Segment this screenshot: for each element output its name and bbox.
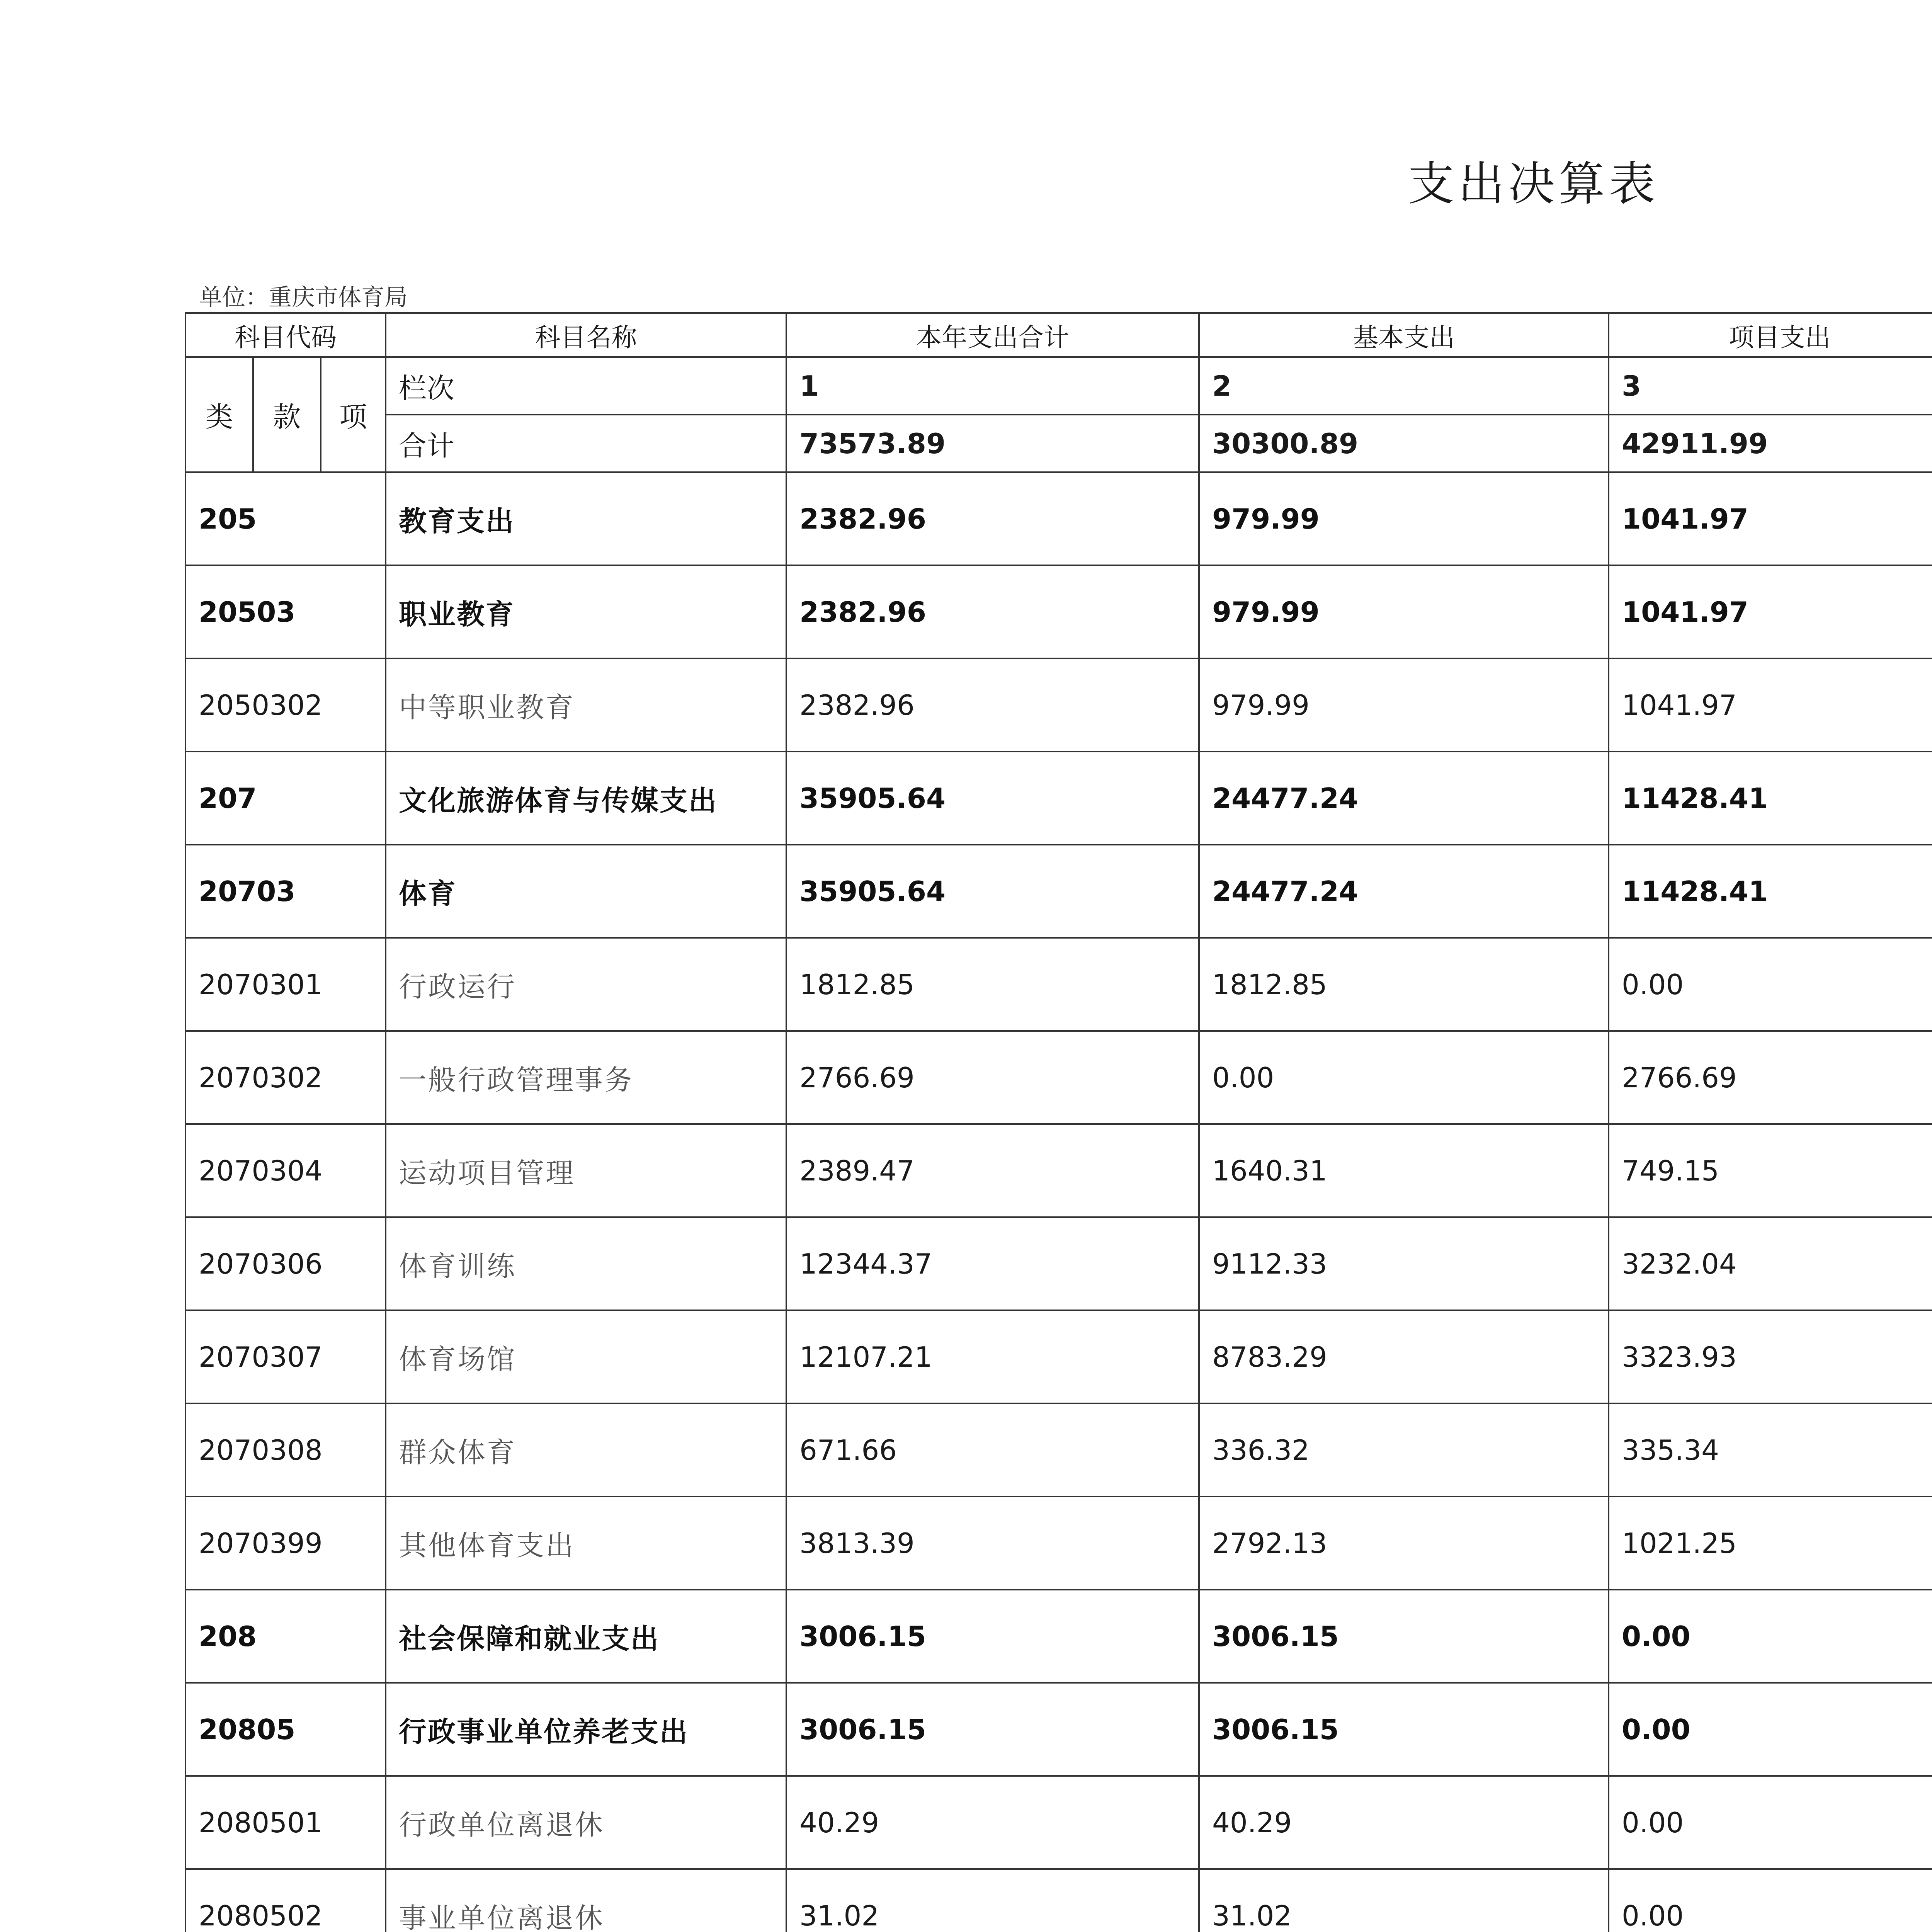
amount-cell: 2792.13 bbox=[1199, 1497, 1609, 1590]
table-row bbox=[185, 565, 1932, 658]
total-value: 42911.99 bbox=[1609, 415, 1932, 472]
column-index-row bbox=[185, 357, 1932, 415]
amount-cell: 2766.69 bbox=[1609, 1031, 1932, 1124]
page-title: 支出决算表 bbox=[1408, 157, 1659, 211]
subject-code: 20703 bbox=[185, 845, 386, 938]
column-index-2: 2 bbox=[1199, 357, 1609, 415]
subject-code: 2070307 bbox=[185, 1310, 386, 1403]
subject-code: 205 bbox=[185, 472, 386, 565]
amount-cell: 1021.25 bbox=[1609, 1497, 1932, 1590]
amount-cell: 2382.96 bbox=[786, 472, 1199, 565]
total-label: 合计 bbox=[386, 415, 786, 472]
amount-cell: 3006.15 bbox=[1199, 1590, 1609, 1683]
amount-cell: 3813.39 bbox=[786, 1497, 1199, 1590]
table-row bbox=[185, 472, 1932, 565]
reporting-unit: 单位：重庆市体育局 bbox=[199, 284, 408, 311]
column-index-3: 3 bbox=[1609, 357, 1932, 415]
table-row bbox=[185, 1497, 1932, 1590]
table-row bbox=[185, 658, 1932, 752]
amount-cell: 2382.96 bbox=[786, 565, 1199, 658]
amount-cell: 1041.97 bbox=[1609, 658, 1932, 752]
subject-name: 职业教育 bbox=[386, 565, 786, 658]
subject-code: 2080502 bbox=[185, 1869, 386, 1932]
subject-code: 2050302 bbox=[185, 658, 386, 752]
table-row bbox=[185, 1403, 1932, 1497]
amount-cell: 1640.31 bbox=[1199, 1124, 1609, 1217]
subject-code: 2070399 bbox=[185, 1497, 386, 1590]
table-row bbox=[185, 752, 1932, 845]
expenditure-table bbox=[185, 312, 1932, 1932]
amount-cell: 35905.64 bbox=[786, 845, 1199, 938]
subject-name: 体育训练 bbox=[386, 1217, 786, 1310]
amount-cell: 0.00 bbox=[1199, 1031, 1609, 1124]
amount-cell: 3232.04 bbox=[1609, 1217, 1932, 1310]
header-project: 项目支出 bbox=[1609, 313, 1932, 357]
amount-cell: 979.99 bbox=[1199, 565, 1609, 658]
amount-cell: 2382.96 bbox=[786, 658, 1199, 752]
subject-code: 20503 bbox=[185, 565, 386, 658]
amount-cell: 979.99 bbox=[1199, 658, 1609, 752]
amount-cell: 40.29 bbox=[1199, 1776, 1609, 1869]
column-index-1: 1 bbox=[786, 357, 1199, 415]
header-lei: 类 bbox=[185, 357, 253, 472]
header-basic: 基本支出 bbox=[1199, 313, 1609, 357]
amount-cell: 336.32 bbox=[1199, 1403, 1609, 1497]
subject-name: 体育 bbox=[386, 845, 786, 938]
amount-cell: 0.00 bbox=[1609, 938, 1932, 1031]
amount-cell: 40.29 bbox=[786, 1776, 1199, 1869]
subject-name: 社会保障和就业支出 bbox=[386, 1590, 786, 1683]
amount-cell: 3006.15 bbox=[786, 1590, 1199, 1683]
subject-name: 行政运行 bbox=[386, 938, 786, 1031]
subject-name: 一般行政管理事务 bbox=[386, 1031, 786, 1124]
amount-cell: 12344.37 bbox=[786, 1217, 1199, 1310]
amount-cell: 3006.15 bbox=[1199, 1683, 1609, 1776]
table-row bbox=[185, 1869, 1932, 1932]
table-row bbox=[185, 1310, 1932, 1403]
header-kuan: 款 bbox=[253, 357, 321, 472]
table-row bbox=[185, 1776, 1932, 1869]
subject-name: 体育场馆 bbox=[386, 1310, 786, 1403]
subject-name: 文化旅游体育与传媒支出 bbox=[386, 752, 786, 845]
subject-name: 事业单位离退休 bbox=[386, 1869, 786, 1932]
total-value: 30300.89 bbox=[1199, 415, 1609, 472]
amount-cell: 1041.97 bbox=[1609, 472, 1932, 565]
amount-cell: 11428.41 bbox=[1609, 845, 1932, 938]
amount-cell: 24477.24 bbox=[1199, 845, 1609, 938]
amount-cell: 335.34 bbox=[1609, 1403, 1932, 1497]
subject-code: 208 bbox=[185, 1590, 386, 1683]
table-row bbox=[185, 1031, 1932, 1124]
amount-cell: 3323.93 bbox=[1609, 1310, 1932, 1403]
amount-cell: 3006.15 bbox=[786, 1683, 1199, 1776]
amount-cell: 0.00 bbox=[1609, 1869, 1932, 1932]
header-code: 科目代码 bbox=[185, 313, 386, 357]
amount-cell: 0.00 bbox=[1609, 1776, 1932, 1869]
subject-name: 教育支出 bbox=[386, 472, 786, 565]
subject-name: 行政单位离退休 bbox=[386, 1776, 786, 1869]
amount-cell: 0.00 bbox=[1609, 1590, 1932, 1683]
table-row bbox=[185, 1683, 1932, 1776]
amount-cell: 35905.64 bbox=[786, 752, 1199, 845]
subject-code: 207 bbox=[185, 752, 386, 845]
table-row bbox=[185, 1217, 1932, 1310]
amount-cell: 979.99 bbox=[1199, 472, 1609, 565]
subject-code: 2070306 bbox=[185, 1217, 386, 1310]
subject-name: 中等职业教育 bbox=[386, 658, 786, 752]
amount-cell: 1812.85 bbox=[1199, 938, 1609, 1031]
subject-code: 2080501 bbox=[185, 1776, 386, 1869]
table-row bbox=[185, 1590, 1932, 1683]
amount-cell: 0.00 bbox=[1609, 1683, 1932, 1776]
header-total: 本年支出合计 bbox=[786, 313, 1199, 357]
subject-name: 群众体育 bbox=[386, 1403, 786, 1497]
amount-cell: 31.02 bbox=[1199, 1869, 1609, 1932]
subject-name: 运动项目管理 bbox=[386, 1124, 786, 1217]
amount-cell: 11428.41 bbox=[1609, 752, 1932, 845]
column-index-label: 栏次 bbox=[386, 357, 786, 415]
table-row bbox=[185, 938, 1932, 1031]
table-row bbox=[185, 1124, 1932, 1217]
subject-code: 2070304 bbox=[185, 1124, 386, 1217]
header-name: 科目名称 bbox=[386, 313, 786, 357]
subject-code: 2070301 bbox=[185, 938, 386, 1031]
subject-name: 其他体育支出 bbox=[386, 1497, 786, 1590]
table-row bbox=[185, 845, 1932, 938]
subject-code: 20805 bbox=[185, 1683, 386, 1776]
amount-cell: 24477.24 bbox=[1199, 752, 1609, 845]
amount-cell: 12107.21 bbox=[786, 1310, 1199, 1403]
amount-cell: 31.02 bbox=[786, 1869, 1199, 1932]
amount-cell: 749.15 bbox=[1609, 1124, 1932, 1217]
subject-code: 2070308 bbox=[185, 1403, 386, 1497]
header-xiang: 项 bbox=[321, 357, 386, 472]
amount-cell: 9112.33 bbox=[1199, 1217, 1609, 1310]
amount-cell: 2766.69 bbox=[786, 1031, 1199, 1124]
amount-cell: 671.66 bbox=[786, 1403, 1199, 1497]
amount-cell: 1041.97 bbox=[1609, 565, 1932, 658]
total-row bbox=[185, 415, 1932, 472]
total-value: 73573.89 bbox=[786, 415, 1199, 472]
amount-cell: 2389.47 bbox=[786, 1124, 1199, 1217]
subject-code: 2070302 bbox=[185, 1031, 386, 1124]
amount-cell: 1812.85 bbox=[786, 938, 1199, 1031]
header-row bbox=[185, 313, 1932, 357]
subject-name: 行政事业单位养老支出 bbox=[386, 1683, 786, 1776]
amount-cell: 8783.29 bbox=[1199, 1310, 1609, 1403]
